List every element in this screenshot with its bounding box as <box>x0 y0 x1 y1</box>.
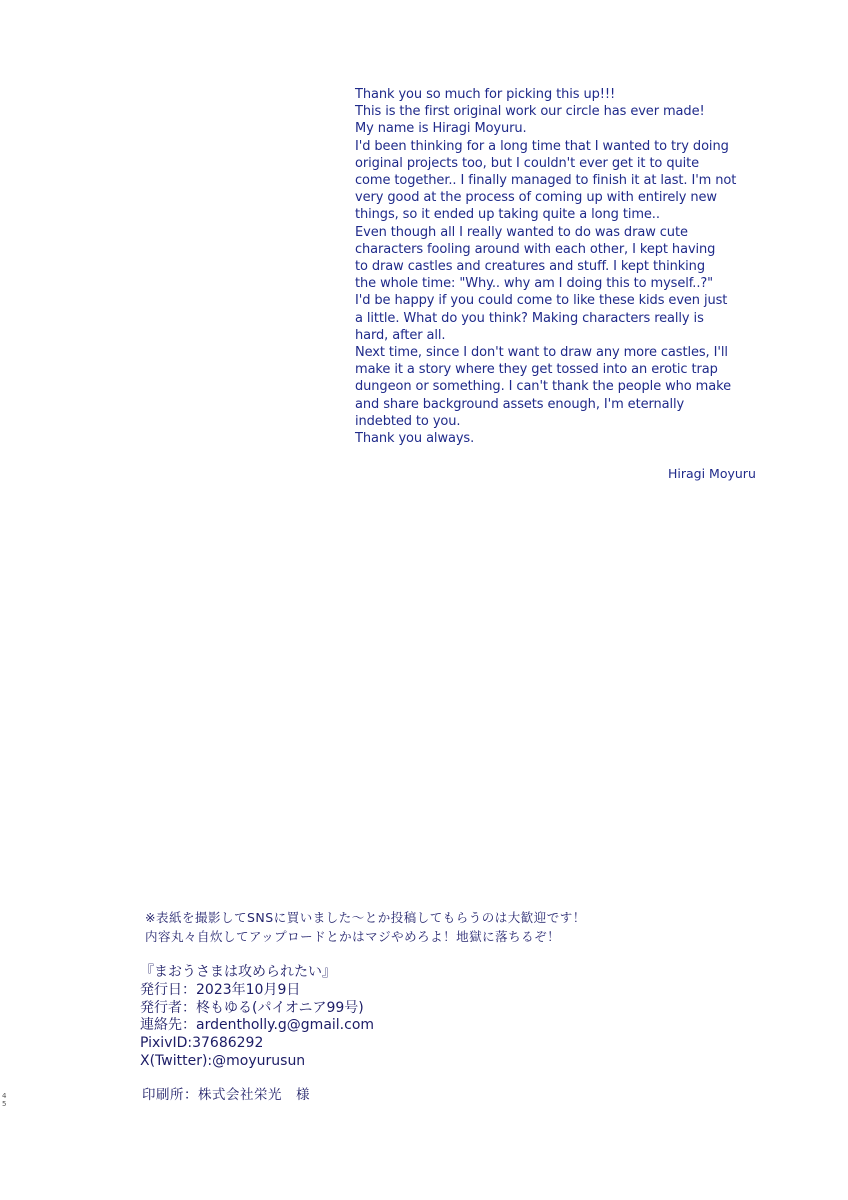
twitter-handle: X(Twitter):@moyurusun <box>140 1052 306 1069</box>
afterword-line: a little. What do you think? Making characters really is <box>355 310 704 326</box>
afterword-line: indebted to you. <box>355 413 461 429</box>
afterword-text <box>355 86 775 447</box>
afterword-line: very good at the process of coming up with entirely new <box>355 190 717 206</box>
afterword-line: the whole time: "Why.. why am I doing this to myself..?" <box>355 276 714 292</box>
notice-line: 内容丸々自炊してアップロードとかはマジやめろよ！地獄に落ちるぞ！ <box>145 929 561 944</box>
afterword-line: My name is Hiragi Moyuru. <box>355 121 527 137</box>
afterword-line: I'd be happy if you could come to like these kids even just <box>355 293 728 309</box>
printer-label: 印刷所：株式会社栄光 <box>142 1087 282 1103</box>
afterword-line: Thank you always. <box>355 431 475 447</box>
author-signature: Hiragi Moyuru <box>668 466 756 481</box>
pixiv-id: PixivID:37686292 <box>140 1035 264 1052</box>
afterword-line: characters fooling around with each other, I kept having <box>355 241 716 257</box>
page-number-digit: 4 <box>2 1092 7 1100</box>
publisher: 発行者：柊もゆる(パイオニア99号) <box>140 999 364 1016</box>
notice-line: ※表紙を撮影してSNSに買いました〜とか投稿してもらうのは大歓迎です！ <box>145 910 586 925</box>
afterword-line: come together.. I finally managed to finish it at last. I'm not <box>355 173 737 189</box>
page-number-digit: 5 <box>2 1100 7 1108</box>
afterword-line: I'd been thinking for a long time that I wanted to try doing <box>355 138 729 154</box>
afterword-line: Even though all I really wanted to do was draw cute <box>355 224 688 240</box>
afterword-line: dungeon or something. I can't thank the people who make <box>355 379 731 395</box>
afterword-line: Thank you so much for picking this up!!! <box>355 87 616 102</box>
book-title: 『まおうさまは攻められたい』 <box>140 964 336 980</box>
printer-honorific: 様 <box>296 1087 310 1103</box>
colophon <box>140 964 560 1071</box>
copyright-notice <box>145 908 665 946</box>
afterword-line: things, so it ended up taking quite a long time.. <box>355 207 660 223</box>
printer-credit <box>142 1083 310 1103</box>
afterword-line: hard, after all. <box>355 327 446 343</box>
afterword-line: original projects too, but I couldn't ever get it to quite <box>355 155 700 171</box>
afterword-line: make it a story where they get tossed into an erotic trap <box>355 362 718 378</box>
page-number <box>2 1092 10 1108</box>
publication-date: 発行日：2023年10月9日 <box>140 981 301 998</box>
afterword-line: to draw castles and creatures and stuff. I kept thinking <box>355 259 705 275</box>
afterword-line: This is the first original work our circle has ever made! <box>355 104 705 120</box>
afterword-line: and share background assets enough, I'm eternally <box>355 396 685 412</box>
afterword-line: Next time, since I don't want to draw any more castles, I'll <box>355 345 728 361</box>
contact-email: 連絡先：ardentholly.g@gmail.com <box>140 1017 375 1034</box>
